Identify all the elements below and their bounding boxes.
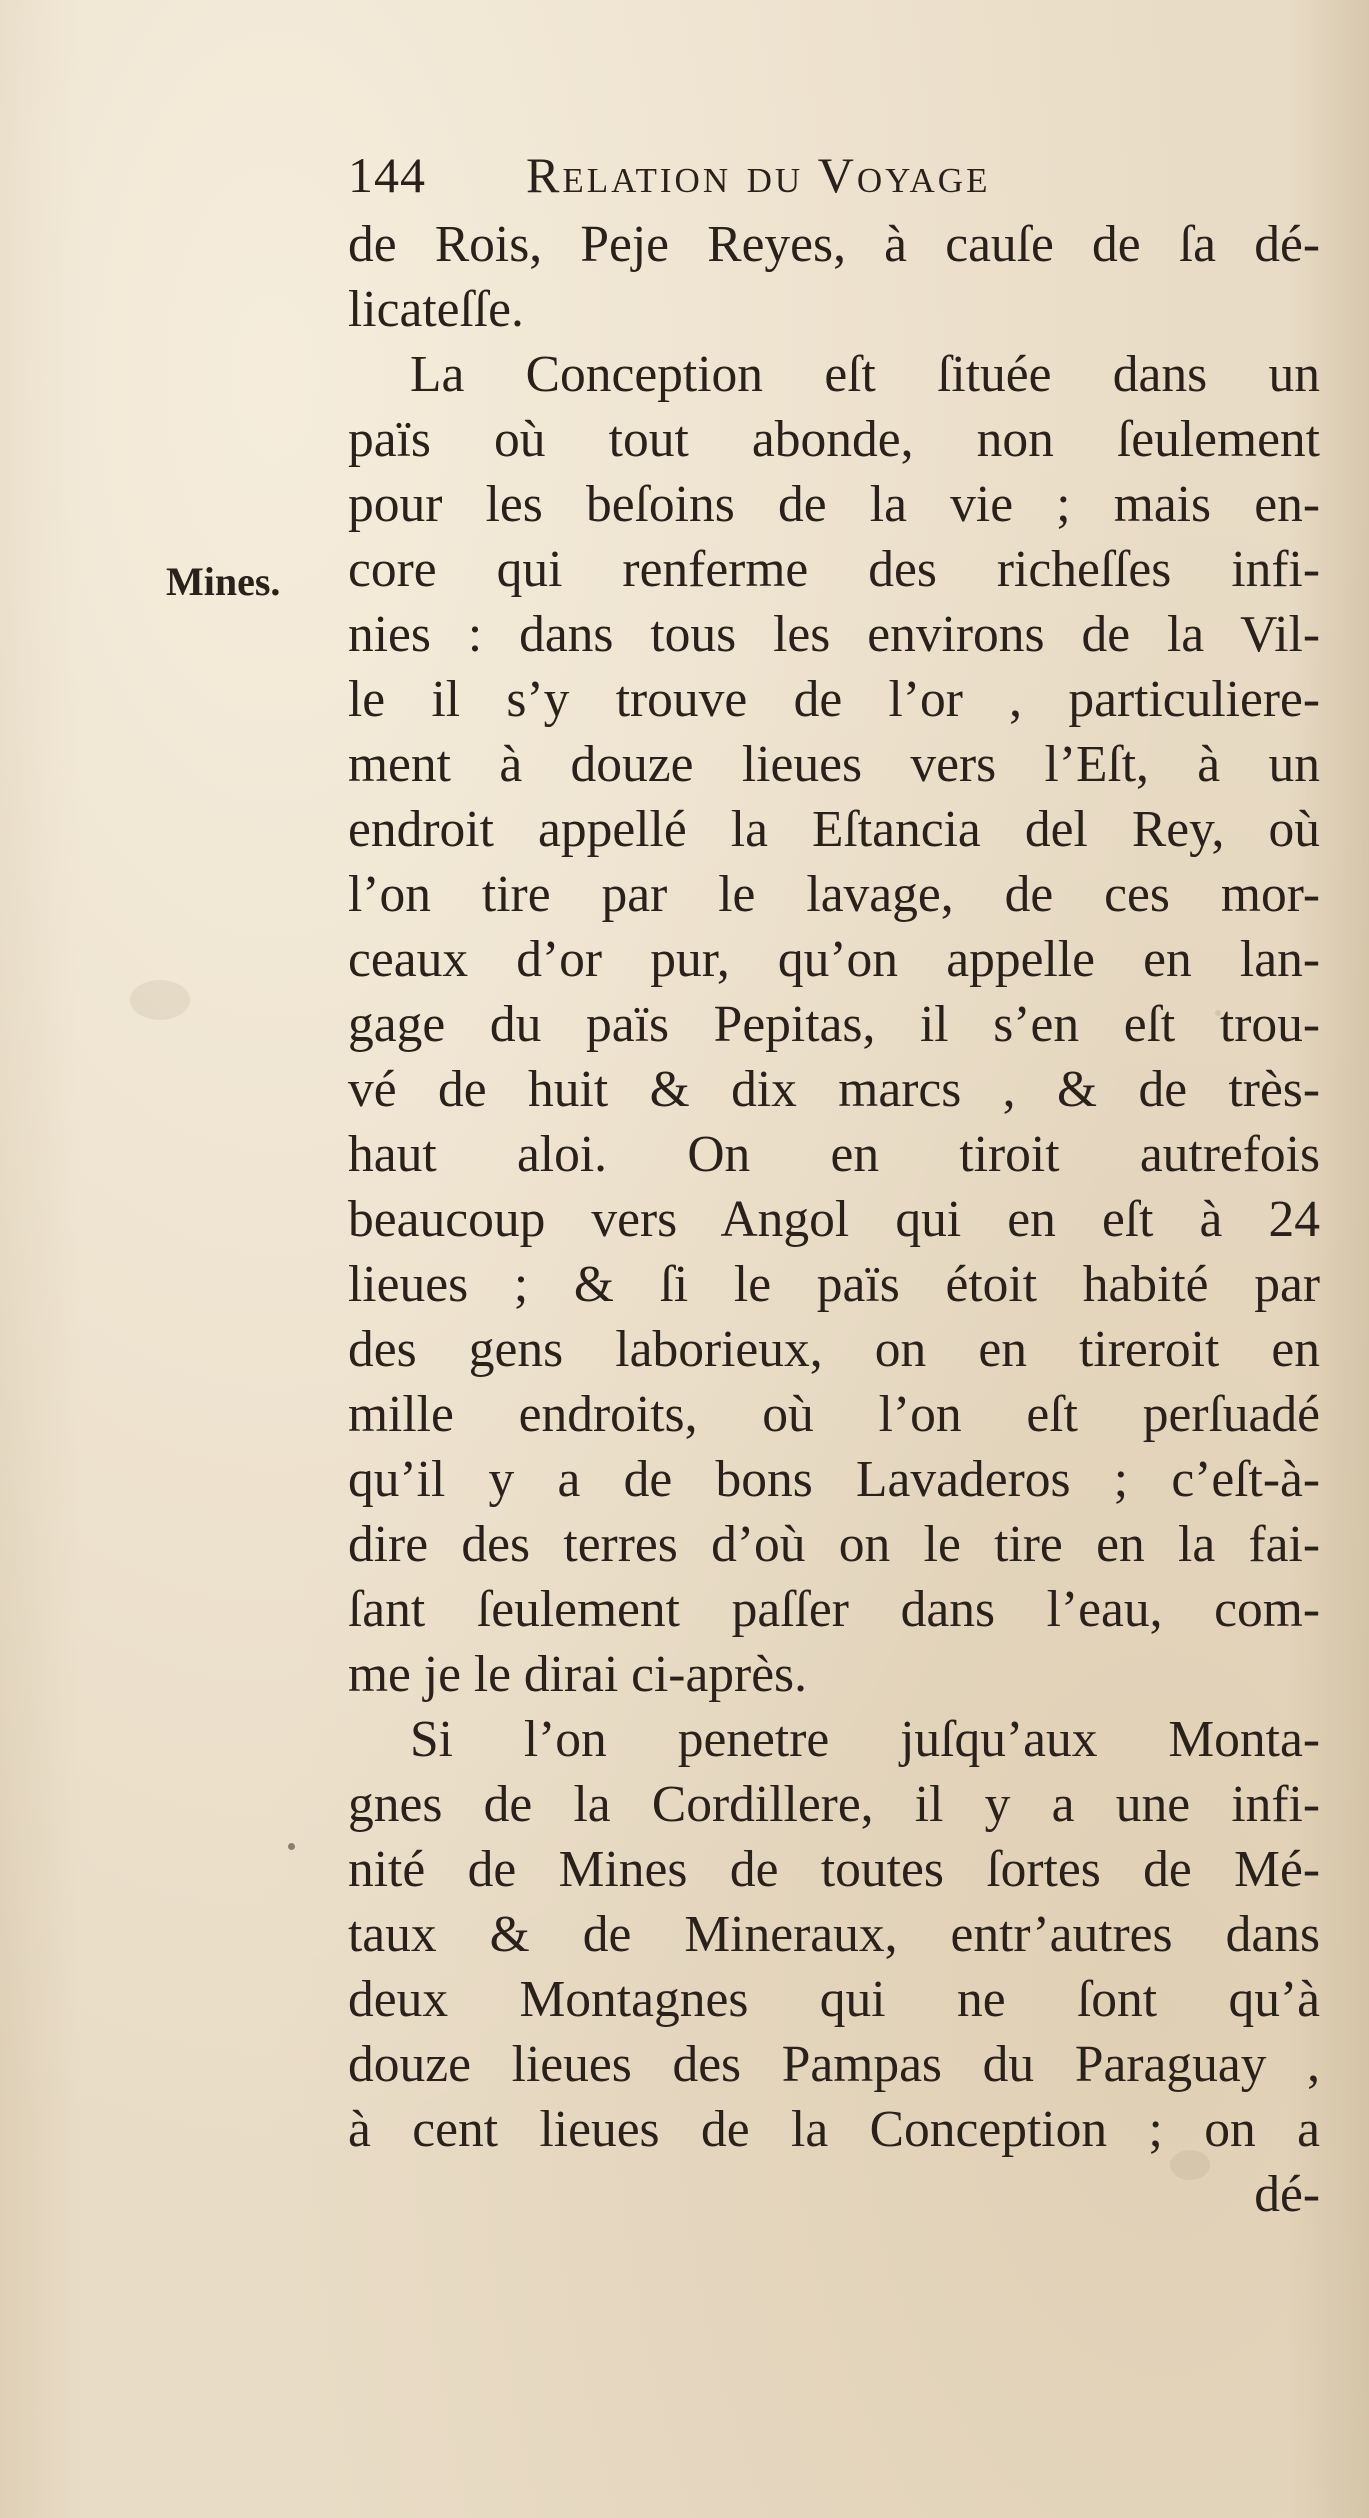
text-line: le il s’y trouve de l’or , particuliere- — [348, 671, 1320, 728]
text-line: païs où tout abonde, non ſeulement — [348, 411, 1320, 468]
text-line: taux & de Mineraux, entr’autres dans — [348, 1906, 1320, 1963]
text-line: haut aloi. On en tiroit autrefois — [348, 1126, 1320, 1183]
text-line: mille endroits, où l’on eſt perſuadé — [348, 1386, 1320, 1443]
text-line: licateſſe. — [348, 281, 524, 338]
text-line: nité de Mines de toutes ſortes de Mé- — [348, 1841, 1320, 1898]
catchword: dé- — [1254, 2166, 1320, 2223]
foxing-spot — [288, 1843, 295, 1850]
text-line: beaucoup vers Angol qui en eſt à 24 — [348, 1191, 1320, 1248]
text-line: lieues ; & ſi le païs étoit habité par — [348, 1256, 1320, 1313]
text-line: deux Montagnes qui ne ſont qu’à — [348, 1971, 1320, 2028]
text-line: pour les beſoins de la vie ; mais en- — [348, 476, 1320, 533]
text-line: ſant ſeulement paſſer dans l’eau, com- — [348, 1581, 1320, 1638]
text-line: dire des terres d’où on le tire en la fai- — [348, 1516, 1320, 1573]
text-line: gnes de la Cordillere, il y a une infi- — [348, 1776, 1320, 1833]
text-line: à cent lieues de la Conception ; on a — [348, 2101, 1320, 2158]
foxing-spot — [130, 980, 190, 1020]
page-number: 144 — [348, 147, 426, 203]
text-line: La Conception eſt ſituée dans un — [410, 346, 1320, 403]
text-line: me je le dirai ci-après. — [348, 1646, 807, 1703]
text-line: ceaux d’or pur, qu’on appelle en lan- — [348, 931, 1320, 988]
text-line: vé de huit & dix marcs , & de très- — [348, 1061, 1320, 1118]
text-line: douze lieues des Pampas du Paraguay , — [348, 2036, 1320, 2093]
running-head — [348, 140, 1208, 210]
text-line: des gens laborieux, on en tireroit en — [348, 1321, 1320, 1378]
text-line: nies : dans tous les environs de la Vil- — [348, 606, 1320, 663]
body-text — [348, 212, 1320, 2227]
text-line: de Rois, Peje Reyes, à cauſe de ſa dé- — [348, 216, 1320, 273]
text-line: core qui renferme des richeſſes infi- — [348, 541, 1320, 598]
text-line: l’on tire par le lavage, de ces mor- — [348, 866, 1320, 923]
text-line: gage du païs Pepitas, il s’en eſt trou- — [348, 996, 1320, 1053]
text-line: qu’il y a de bons Lavaderos ; c’eſt-à- — [348, 1451, 1320, 1508]
text-line: ment à douze lieues vers l’Eſt, à un — [348, 736, 1320, 793]
running-title: Relation du Voyage — [526, 147, 991, 203]
text-line: Si l’on penetre juſqu’aux Monta- — [410, 1711, 1320, 1768]
text-line: endroit appellé la Eſtancia del Rey, où — [348, 801, 1320, 858]
margin-note: Mines. — [166, 559, 281, 604]
